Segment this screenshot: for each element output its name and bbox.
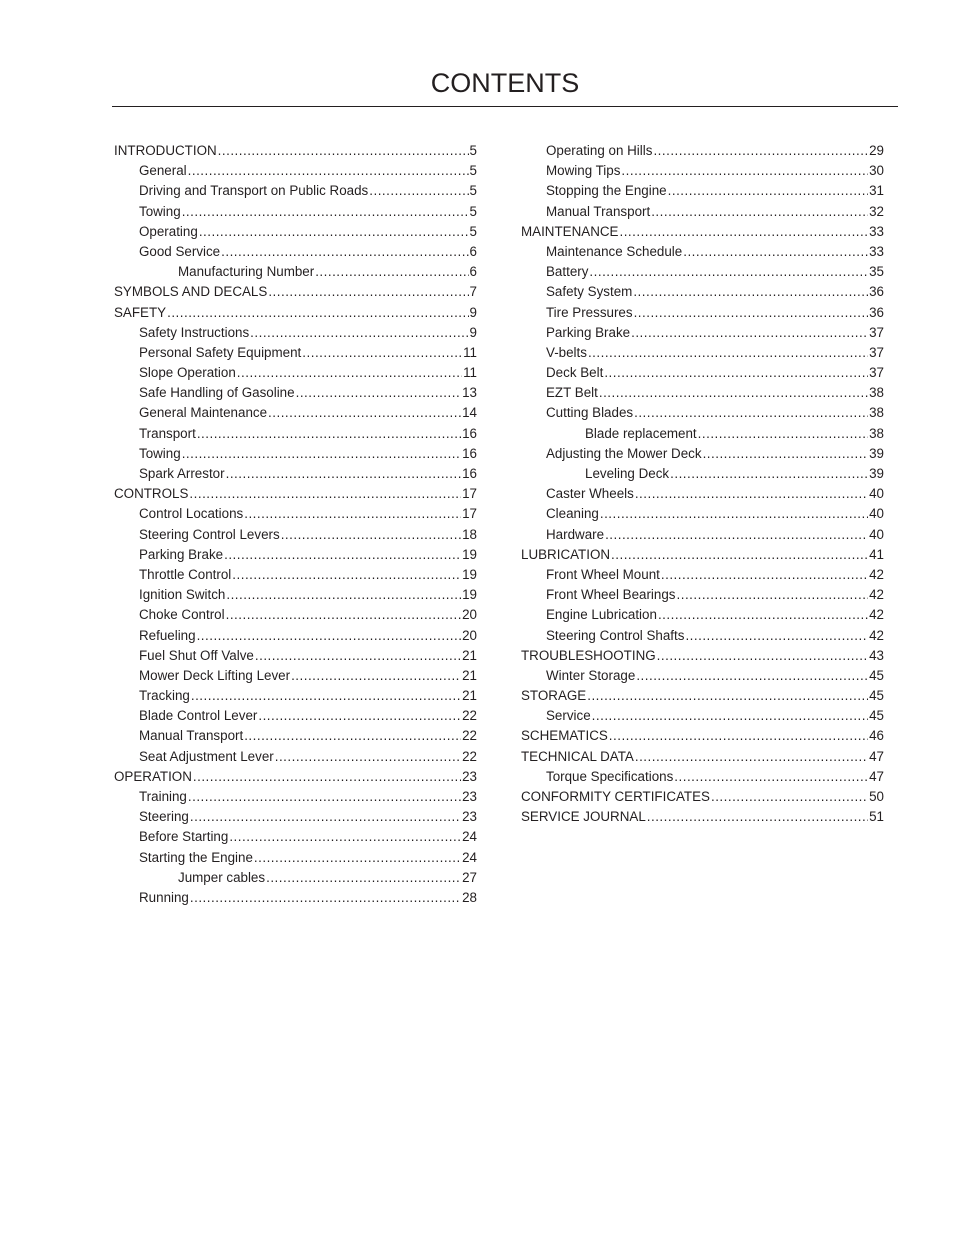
toc-entry-label: Winter Storage xyxy=(546,667,636,683)
toc-entry-label: Running xyxy=(139,889,189,905)
toc-entry-page-number: 19 xyxy=(462,546,477,562)
toc-entry[interactable] xyxy=(521,161,884,181)
toc-entry-label: MAINTENANCE xyxy=(521,223,619,239)
toc-entry-page-number: 35 xyxy=(869,264,884,280)
toc-entry[interactable] xyxy=(521,706,884,726)
toc-entry[interactable] xyxy=(521,282,884,302)
toc-entry-page-number: 46 xyxy=(869,728,884,744)
toc-entry-label: Slope Operation xyxy=(139,365,236,381)
dot-leader xyxy=(661,565,868,585)
toc-entry[interactable] xyxy=(521,181,884,201)
toc-entry[interactable] xyxy=(521,525,884,545)
toc-entry[interactable] xyxy=(114,161,477,181)
toc-entry[interactable] xyxy=(521,807,884,827)
toc-entry-page-number: 16 xyxy=(462,445,477,461)
toc-entry-label: Safety System xyxy=(546,284,633,300)
dot-leader xyxy=(182,202,469,222)
toc-entry[interactable] xyxy=(114,363,477,383)
toc-entry[interactable] xyxy=(521,484,884,504)
toc-entry-page-number: 23 xyxy=(462,768,477,784)
dot-leader xyxy=(668,181,868,201)
toc-entry-label: Battery xyxy=(546,264,589,280)
toc-entry[interactable] xyxy=(114,706,477,726)
toc-entry-label: Towing xyxy=(139,445,181,461)
dot-leader xyxy=(674,767,868,787)
toc-entry-page-number: 21 xyxy=(462,667,477,683)
toc-entry-page-number: 38 xyxy=(869,425,884,441)
toc-entry-page-number: 21 xyxy=(462,688,477,704)
dot-leader xyxy=(703,444,869,464)
toc-entry[interactable] xyxy=(521,726,884,746)
toc-entry[interactable] xyxy=(521,504,884,524)
toc-entry-page-number: 20 xyxy=(462,607,477,623)
toc-entry[interactable] xyxy=(521,767,884,787)
toc-entry-page-number: 14 xyxy=(462,405,477,421)
toc-entry-label: Maintenance Schedule xyxy=(546,243,683,259)
dot-leader xyxy=(189,484,461,504)
toc-entry-label: Mowing Tips xyxy=(546,163,621,179)
toc-entry-label: SERVICE JOURNAL xyxy=(521,809,646,825)
toc-entry-label: Blade replacement xyxy=(585,425,697,441)
toc-entry[interactable] xyxy=(114,888,477,908)
dot-leader xyxy=(685,626,868,646)
dot-leader xyxy=(255,646,461,666)
toc-entry-page-number: 17 xyxy=(462,506,477,522)
toc-entry[interactable] xyxy=(521,343,884,363)
toc-entry[interactable] xyxy=(114,787,477,807)
toc-entry[interactable] xyxy=(521,222,884,242)
toc-entry-page-number: 7 xyxy=(469,284,477,300)
toc-entry-label: Manual Transport xyxy=(546,203,651,219)
toc-entry-label: Leveling Deck xyxy=(585,466,670,481)
toc-entry-page-number: 24 xyxy=(462,829,477,845)
dot-leader xyxy=(224,545,461,565)
toc-entry-label: Service xyxy=(546,708,591,724)
toc-entry-label: Mower Deck Lifting Lever xyxy=(139,667,291,683)
toc-entry-page-number: 16 xyxy=(462,425,477,441)
toc-entry[interactable] xyxy=(114,585,477,605)
dot-leader xyxy=(167,303,468,323)
toc-entry-label: Deck Belt xyxy=(546,365,604,381)
toc-entry[interactable] xyxy=(114,262,477,282)
toc-entry-page-number: 33 xyxy=(869,243,884,259)
toc-entry-page-number: 22 xyxy=(462,728,477,744)
toc-entry[interactable] xyxy=(114,303,477,323)
dot-leader xyxy=(658,605,868,625)
dot-leader xyxy=(229,827,461,847)
toc-entry-label: Tire Pressures xyxy=(546,304,633,320)
dot-leader xyxy=(226,585,461,605)
toc-entry-label: Choke Control xyxy=(139,607,225,623)
dot-leader xyxy=(647,807,868,827)
toc-entry-page-number: 42 xyxy=(869,566,884,582)
toc-entry-label: Training xyxy=(139,789,187,804)
dot-leader xyxy=(611,545,868,565)
toc-entry-label: Transport xyxy=(139,425,196,441)
toc-entry-label: Towing xyxy=(139,203,181,219)
toc-entry-page-number: 37 xyxy=(869,324,884,340)
toc-entry-page-number: 31 xyxy=(869,183,884,199)
toc-entry-page-number: 45 xyxy=(869,708,884,724)
toc-entry-page-number: 33 xyxy=(869,223,884,239)
toc-entry-page-number: 51 xyxy=(869,809,884,825)
toc-entry-page-number: 24 xyxy=(462,849,477,865)
toc-entry-page-number: 16 xyxy=(462,466,477,481)
toc-entry-page-number: 42 xyxy=(869,627,884,643)
toc-entry-page-number: 5 xyxy=(469,143,477,158)
toc-entry[interactable] xyxy=(114,747,477,767)
toc-entry-page-number: 22 xyxy=(462,708,477,724)
toc-entry[interactable] xyxy=(114,403,477,423)
toc-entry[interactable] xyxy=(521,464,884,484)
toc-entry[interactable] xyxy=(114,484,477,504)
toc-column-left xyxy=(114,141,477,908)
toc-entry-page-number: 37 xyxy=(869,365,884,381)
dot-leader xyxy=(254,848,461,868)
toc-entry-label: Cutting Blades xyxy=(546,405,634,421)
toc-entry-page-number: 22 xyxy=(462,748,477,764)
toc-entry-label: Parking Brake xyxy=(546,324,631,340)
dot-leader xyxy=(633,282,868,302)
dot-leader xyxy=(221,242,468,262)
dot-leader xyxy=(600,504,868,524)
toc-entry-label: Adjusting the Mower Deck xyxy=(546,445,702,461)
dot-leader xyxy=(651,202,868,222)
toc-entry[interactable] xyxy=(114,383,477,403)
toc-entry[interactable] xyxy=(114,626,477,646)
toc-entry-page-number: 21 xyxy=(462,647,477,663)
dot-leader xyxy=(266,868,461,888)
toc-entry-label: Ignition Switch xyxy=(139,587,226,603)
toc-entry-label: Manufacturing Number xyxy=(178,264,315,280)
toc-entry-label: Spark Arrestor xyxy=(139,466,225,481)
toc-entry[interactable] xyxy=(114,343,477,363)
toc-entry-page-number: 5 xyxy=(469,183,477,199)
toc-entry-label: CONTROLS xyxy=(114,486,189,502)
toc-entry-page-number: 30 xyxy=(869,163,884,179)
toc-entry-label: SAFETY xyxy=(114,304,167,320)
dot-leader xyxy=(589,262,868,282)
toc-entry-label: Seat Adjustment Lever xyxy=(139,748,274,764)
toc-entry-label: Engine Lubrication xyxy=(546,607,657,623)
toc-entry[interactable] xyxy=(521,323,884,343)
dot-leader xyxy=(188,787,461,807)
toc-entry[interactable] xyxy=(114,666,477,686)
toc-entry[interactable] xyxy=(521,141,884,161)
toc-entry-label: Jumper cables xyxy=(178,869,266,885)
toc-entry[interactable] xyxy=(114,444,477,464)
dot-leader xyxy=(302,343,462,363)
dot-leader xyxy=(275,747,461,767)
dot-leader xyxy=(244,726,461,746)
toc-entry-label: Torque Specifications xyxy=(546,768,674,784)
toc-entry-label: Refueling xyxy=(139,627,196,643)
toc-entry-label: Control Locations xyxy=(139,506,244,522)
toc-entry[interactable] xyxy=(114,464,477,484)
toc-entry[interactable] xyxy=(114,827,477,847)
dot-leader xyxy=(268,403,461,423)
toc-entry-page-number: 37 xyxy=(869,344,884,360)
toc-entry-page-number: 6 xyxy=(469,264,477,280)
toc-entry-page-number: 45 xyxy=(869,667,884,683)
toc-entry[interactable] xyxy=(114,605,477,625)
toc-entry-page-number: 11 xyxy=(463,344,477,360)
toc-entry-page-number: 36 xyxy=(869,304,884,320)
dot-leader xyxy=(218,141,469,161)
dot-leader xyxy=(621,161,868,181)
toc-entry-label: Driving and Transport on Public Roads xyxy=(139,183,369,199)
dot-leader xyxy=(635,747,868,767)
toc-entry-page-number: 5 xyxy=(469,163,477,179)
toc-entry-page-number: 40 xyxy=(869,486,884,502)
toc-entry[interactable] xyxy=(114,222,477,242)
dot-leader xyxy=(193,767,461,787)
toc-entry[interactable] xyxy=(114,545,477,565)
toc-entry-label: Steering xyxy=(139,809,189,825)
dot-leader xyxy=(369,181,468,201)
toc-entry-label: Throttle Control xyxy=(139,566,232,582)
dot-leader xyxy=(636,666,868,686)
dot-leader xyxy=(634,303,869,323)
toc-entry-label: CONFORMITY CERTIFICATES xyxy=(521,789,710,804)
toc-entry-page-number: 41 xyxy=(869,546,884,562)
toc-entry[interactable] xyxy=(521,303,884,323)
toc-entry[interactable] xyxy=(521,363,884,383)
toc-entry-label: TECHNICAL DATA xyxy=(521,748,634,764)
toc-entry-page-number: 9 xyxy=(469,324,477,340)
dot-leader xyxy=(197,626,462,646)
toc-entry[interactable] xyxy=(521,383,884,403)
toc-entry-page-number: 19 xyxy=(462,566,477,582)
toc-entry[interactable] xyxy=(114,242,477,262)
title-divider xyxy=(112,106,898,107)
toc-entry[interactable] xyxy=(521,605,884,625)
toc-entry[interactable] xyxy=(521,424,884,444)
toc-entry-page-number: 29 xyxy=(869,143,884,158)
toc-entry-label: V-belts xyxy=(546,344,587,360)
toc-entry-page-number: 28 xyxy=(462,889,477,905)
dot-leader xyxy=(657,646,868,666)
toc-entry-label: Safe Handling of Gasoline xyxy=(139,385,295,401)
dot-leader xyxy=(604,363,868,383)
toc-entry[interactable] xyxy=(521,262,884,282)
dot-leader xyxy=(226,464,462,484)
toc-entry-page-number: 43 xyxy=(869,647,884,663)
dot-leader xyxy=(197,424,461,444)
dot-leader xyxy=(190,807,461,827)
dot-leader xyxy=(698,424,868,444)
toc-entry-page-number: 11 xyxy=(463,365,477,381)
toc-entry-label: SCHEMATICS xyxy=(521,728,608,744)
toc-entry-label: Manual Transport xyxy=(139,728,244,744)
dot-leader xyxy=(588,343,868,363)
toc-entry-page-number: 23 xyxy=(462,789,477,804)
toc-entry-label: STORAGE xyxy=(521,688,587,704)
toc-entry[interactable] xyxy=(114,767,477,787)
toc-entry[interactable] xyxy=(114,868,477,888)
toc-entry-page-number: 36 xyxy=(869,284,884,300)
dot-leader xyxy=(653,141,868,161)
toc-entry-page-number: 47 xyxy=(869,748,884,764)
toc-entry[interactable] xyxy=(114,807,477,827)
toc-entry[interactable] xyxy=(521,444,884,464)
toc-entry[interactable] xyxy=(114,525,477,545)
dot-leader xyxy=(190,888,461,908)
toc-entry-label: Stopping the Engine xyxy=(546,183,667,199)
dot-leader xyxy=(199,222,469,242)
toc-entry[interactable] xyxy=(521,242,884,262)
toc-entry-label: Before Starting xyxy=(139,829,229,845)
toc-entry-page-number: 9 xyxy=(469,304,477,320)
toc-entry[interactable] xyxy=(114,848,477,868)
toc-entry-page-number: 42 xyxy=(869,607,884,623)
toc-entry-label: Front Wheel Bearings xyxy=(546,587,676,603)
dot-leader xyxy=(268,282,468,302)
toc-entry[interactable] xyxy=(521,686,884,706)
toc-entry-label: Good Service xyxy=(139,243,221,259)
toc-entry-label: Steering Control Shafts xyxy=(546,627,685,643)
toc-entry[interactable] xyxy=(114,686,477,706)
dot-leader xyxy=(182,444,461,464)
dot-leader xyxy=(315,262,468,282)
toc-entry[interactable] xyxy=(114,323,477,343)
toc-entry-label: LUBRICATION xyxy=(521,546,611,562)
toc-entry-page-number: 47 xyxy=(869,768,884,784)
toc-entry-label: Fuel Shut Off Valve xyxy=(139,647,254,663)
toc-entry[interactable] xyxy=(521,202,884,222)
toc-entry-label: OPERATION xyxy=(114,768,192,784)
dot-leader xyxy=(683,242,868,262)
toc-entry-page-number: 17 xyxy=(462,486,477,502)
toc-entry[interactable] xyxy=(114,646,477,666)
toc-entry-label: General Maintenance xyxy=(139,405,268,421)
dot-leader xyxy=(244,504,461,524)
toc-entry-label: Tracking xyxy=(139,688,190,704)
toc-entry[interactable] xyxy=(521,646,884,666)
toc-entry-label: SYMBOLS AND DECALS xyxy=(114,284,268,300)
dot-leader xyxy=(237,363,462,383)
toc-entry[interactable] xyxy=(114,282,477,302)
toc-entry[interactable] xyxy=(521,545,884,565)
toc-entry-label: INTRODUCTION xyxy=(114,143,217,158)
dot-leader xyxy=(281,525,461,545)
dot-leader xyxy=(631,323,868,343)
toc-entry[interactable] xyxy=(521,565,884,585)
toc-entry-label: Front Wheel Mount xyxy=(546,566,660,582)
dot-leader xyxy=(191,686,461,706)
toc-entry-label: Personal Safety Equipment xyxy=(139,344,302,360)
toc-entry-label: Caster Wheels xyxy=(546,486,634,502)
toc-entry-label: EZT Belt xyxy=(546,385,598,401)
toc-entry-label: Hardware xyxy=(546,526,605,542)
toc-entry-page-number: 45 xyxy=(869,688,884,704)
dot-leader xyxy=(605,525,868,545)
toc-entry-page-number: 13 xyxy=(462,385,477,401)
dot-leader xyxy=(711,787,868,807)
toc-entry[interactable] xyxy=(114,565,477,585)
toc-entry-page-number: 18 xyxy=(462,526,477,542)
toc-entry[interactable] xyxy=(521,626,884,646)
toc-entry-label: Operating on Hills xyxy=(546,143,653,158)
toc-entry[interactable] xyxy=(114,504,477,524)
toc-entry-label: Cleaning xyxy=(546,506,599,522)
dot-leader xyxy=(296,383,462,403)
toc-entry[interactable] xyxy=(521,747,884,767)
toc-entry-page-number: 40 xyxy=(869,526,884,542)
dot-leader xyxy=(587,686,868,706)
toc-entry[interactable] xyxy=(114,141,477,161)
toc-entry-page-number: 5 xyxy=(469,203,477,219)
dot-leader xyxy=(619,222,868,242)
toc-entry-page-number: 19 xyxy=(462,587,477,603)
toc-column-right xyxy=(521,141,884,827)
toc-entry-label: Parking Brake xyxy=(139,546,224,562)
toc-entry-page-number: 5 xyxy=(469,223,477,239)
toc-entry-label: Steering Control Levers xyxy=(139,526,280,542)
dot-leader xyxy=(599,383,868,403)
dot-leader xyxy=(634,403,868,423)
toc-entry[interactable] xyxy=(521,403,884,423)
dot-leader xyxy=(609,726,868,746)
dot-leader xyxy=(188,161,469,181)
toc-entry-page-number: 27 xyxy=(462,869,477,885)
toc-entry-page-number: 39 xyxy=(869,445,884,461)
toc-entry[interactable] xyxy=(521,585,884,605)
dot-leader xyxy=(226,605,461,625)
toc-entry-page-number: 40 xyxy=(869,506,884,522)
toc-entry[interactable] xyxy=(114,424,477,444)
toc-entry-page-number: 32 xyxy=(869,203,884,219)
toc-entry-label: Operating xyxy=(139,223,198,239)
toc-entry[interactable] xyxy=(114,202,477,222)
toc-entry-page-number: 38 xyxy=(869,385,884,401)
toc-entry-page-number: 38 xyxy=(869,405,884,421)
dot-leader xyxy=(232,565,461,585)
toc-entry-page-number: 50 xyxy=(869,789,884,804)
toc-entry[interactable] xyxy=(521,666,884,686)
toc-entry-label: Safety Instructions xyxy=(139,324,250,340)
page-title: CONTENTS xyxy=(430,68,580,98)
toc-entry[interactable] xyxy=(521,787,884,807)
dot-leader xyxy=(635,484,868,504)
toc-entry[interactable] xyxy=(114,726,477,746)
dot-leader xyxy=(670,464,868,484)
toc-entry-page-number: 42 xyxy=(869,587,884,603)
toc-entry-page-number: 20 xyxy=(462,627,477,643)
toc-entry-page-number: 6 xyxy=(469,243,477,259)
toc-entry[interactable] xyxy=(114,181,477,201)
toc-entry-page-number: 39 xyxy=(869,466,884,481)
toc-entry-page-number: 23 xyxy=(462,809,477,825)
dot-leader xyxy=(250,323,468,343)
toc-entry-label: TROUBLESHOOTING xyxy=(521,647,656,663)
dot-leader xyxy=(677,585,869,605)
dot-leader xyxy=(592,706,868,726)
toc-entry-label: General xyxy=(139,163,187,179)
toc-entry-label: Starting the Engine xyxy=(139,849,253,865)
dot-leader xyxy=(291,666,461,686)
toc-entry-label: Blade Control Lever xyxy=(139,708,258,724)
dot-leader xyxy=(258,706,461,726)
